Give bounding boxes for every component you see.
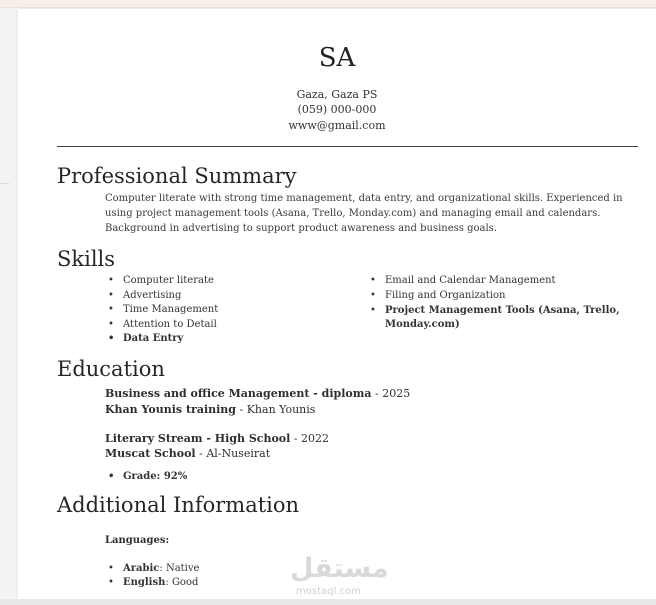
school-city: - Al-Nuseirat	[195, 447, 271, 460]
language-name: English	[123, 577, 166, 588]
language-name: Arabic	[123, 563, 160, 574]
resume-page	[18, 9, 656, 599]
skill-item: • Time Management	[123, 304, 218, 315]
degree-year: - 2025	[371, 387, 411, 400]
degree-title: Business and office Management - diploma	[105, 387, 372, 400]
contact-location: Gaza, Gaza PS	[296, 88, 378, 101]
education-heading: Education	[57, 357, 165, 381]
degree-year: - 2022	[290, 432, 330, 445]
school-name: Muscat School	[105, 447, 196, 460]
watermark-latin: mostaql.com	[296, 586, 361, 597]
skill-item: • Data Entry	[123, 333, 183, 344]
additional-heading: Additional Information	[57, 493, 300, 517]
contact-email: www@gmail.com	[288, 119, 386, 132]
education-entry-1-school	[105, 403, 315, 416]
skill-item: • Filing and Organization	[385, 290, 505, 301]
grade-item: • Grade: 92%	[123, 471, 187, 482]
skill-item: • Email and Calendar Management	[385, 275, 556, 286]
skills-heading: Skills	[57, 247, 116, 271]
language-level: : Good	[165, 577, 199, 588]
skill-item: • Attention to Detail	[123, 319, 217, 330]
education-entry-2-school	[105, 447, 270, 460]
skill-item: • Computer literate	[123, 275, 214, 286]
school-city: - Khan Younis	[236, 403, 316, 416]
education-entry-2-title	[105, 432, 329, 445]
language-item	[123, 563, 199, 574]
school-name: Khan Younis training	[105, 403, 236, 416]
header-divider	[57, 146, 638, 147]
degree-title: Literary Stream - High School	[105, 432, 291, 445]
language-item	[123, 577, 198, 588]
summary-text: Computer literate with strong time management, data entry, and organizational skills. Experienced in using project management tools (Asana, Trello, Monday.com) and managing email and calendars. Background in advertising to support product awareness and business goals.	[105, 193, 623, 234]
language-level: : Native	[159, 563, 200, 574]
contact-phone: (059) 000-000	[297, 103, 377, 116]
resume-name: SA	[318, 43, 356, 73]
skill-item: • Project Management Tools (Asana, Trello, Monday.com)	[385, 304, 625, 332]
summary-heading: Professional Summary	[57, 164, 297, 188]
bottom-bar	[0, 599, 656, 605]
watermark-arabic: مستقل	[290, 553, 389, 584]
languages-label: Languages:	[105, 535, 170, 546]
skill-item: • Advertising	[123, 290, 181, 301]
mostaql-watermark	[284, 553, 389, 597]
side-ruler-mark	[0, 183, 9, 184]
top-bar	[0, 0, 656, 8]
education-entry-1-title	[105, 387, 410, 400]
